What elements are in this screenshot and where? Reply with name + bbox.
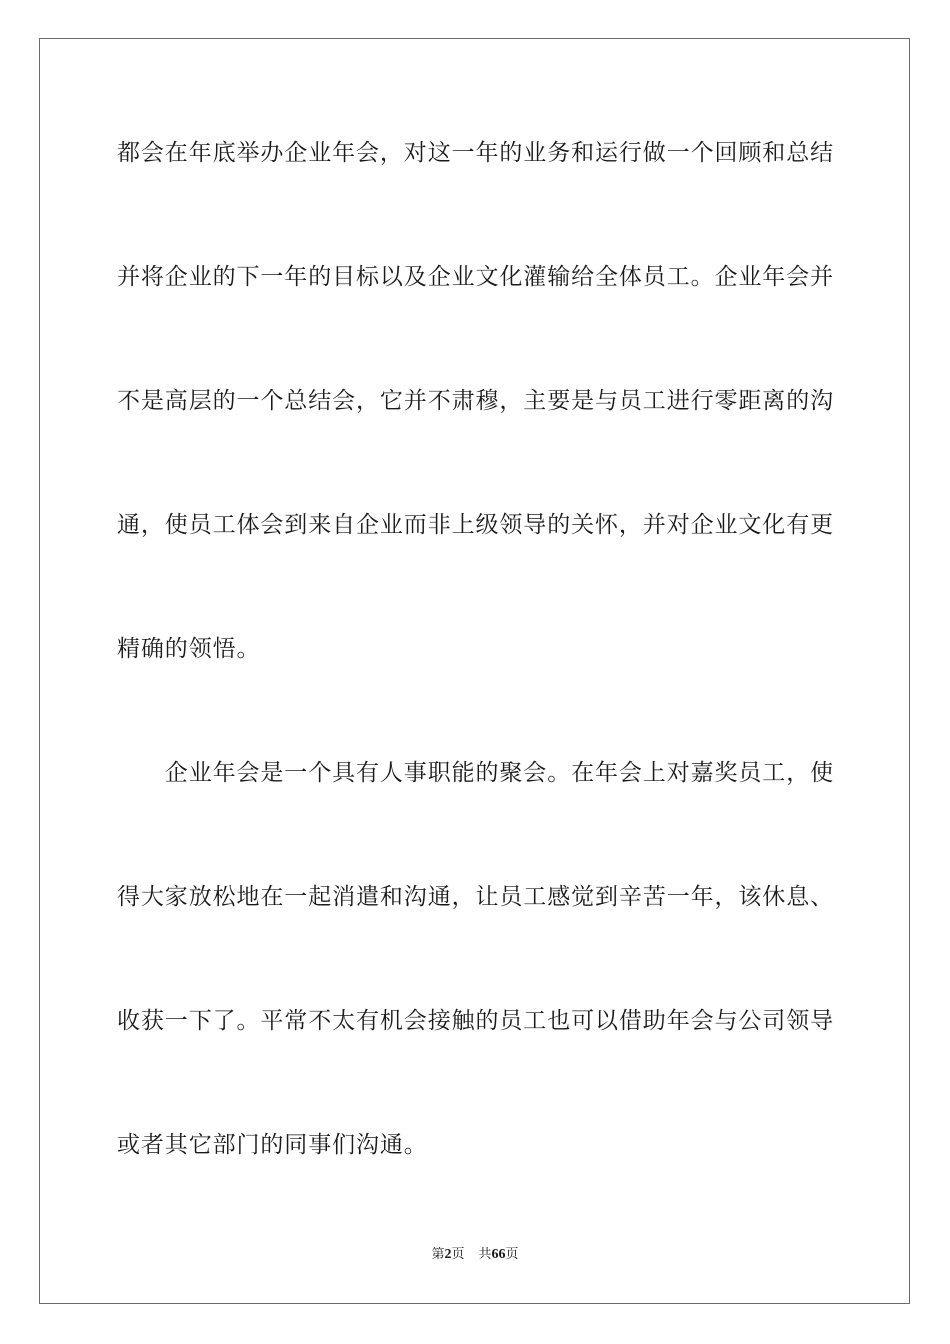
page-prefix: 第 bbox=[431, 1247, 445, 1262]
total-prefix: 共 bbox=[478, 1247, 492, 1262]
page-footer bbox=[0, 1247, 950, 1263]
text-line: 企业年会是一个具有人事职能的聚会。在年会上对嘉奖员工，使 bbox=[117, 760, 834, 786]
total-suffix: 页 bbox=[505, 1247, 519, 1262]
text-line: 都会在年底举办企业年会，对这一年的业务和运行做一个回顾和总结 bbox=[117, 140, 834, 166]
text-line: 得大家放松地在一起消遣和沟通，让员工感觉到辛苦一年，该休息、 bbox=[117, 884, 834, 910]
text-line: 通，使员工体会到来自企业而非上级领导的关怀，并对企业文化有更 bbox=[117, 512, 834, 538]
page-border bbox=[39, 38, 910, 1304]
text-line: 并将企业的下一年的目标以及企业文化灌输给全体员工。企业年会并 bbox=[117, 264, 834, 290]
text-line: 精确的领悟。 bbox=[117, 636, 261, 662]
text-line: 不是高层的一个总结会，它并不肃穆，主要是与员工进行零距离的沟 bbox=[117, 388, 834, 414]
page-number: 2 bbox=[444, 1247, 452, 1262]
text-line: 收获一下了。平常不太有机会接触的员工也可以借助年会与公司领导 bbox=[117, 1008, 834, 1034]
page-suffix: 页 bbox=[451, 1247, 465, 1262]
text-line: 或者其它部门的同事们沟通。 bbox=[117, 1132, 428, 1158]
total-pages: 66 bbox=[491, 1247, 506, 1262]
